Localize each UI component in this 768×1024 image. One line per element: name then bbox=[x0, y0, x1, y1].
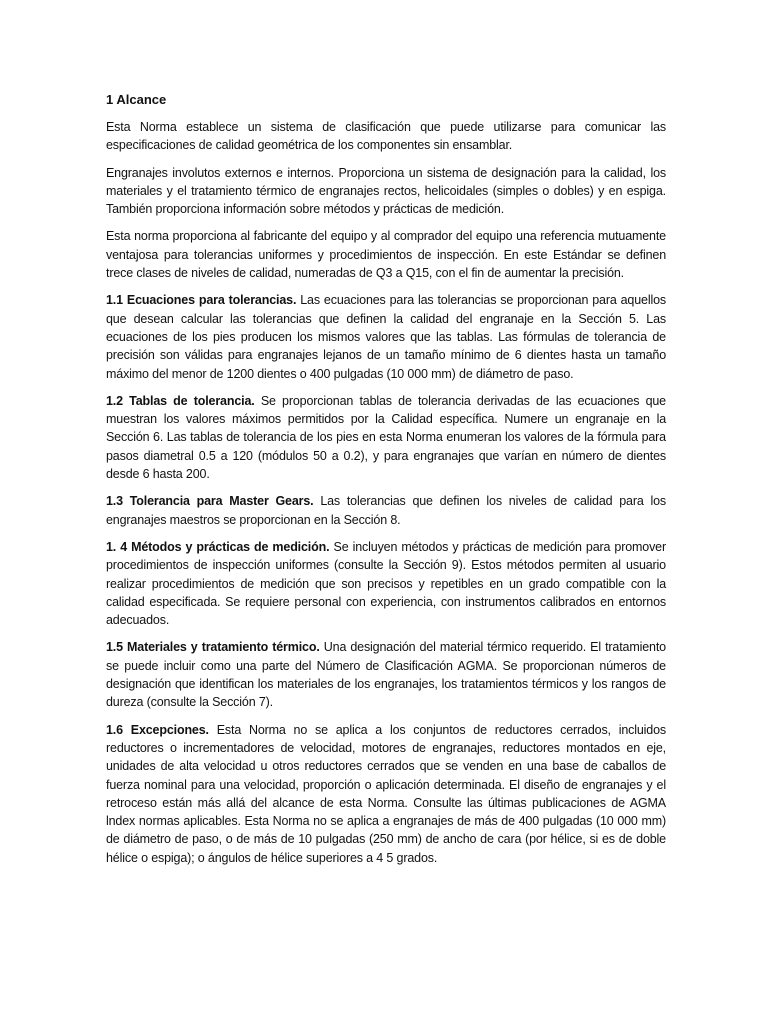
paragraph-text: Las tolerancias que definen los niveles de calidad para los engranajes maestros se proporcionan en la Sección 8. bbox=[106, 494, 666, 527]
paragraph-text: Esta norma proporciona al fabricante del equipo y al comprador del equipo una referencia mutuamente ventajosa para tolerancias uniformes y procedimientos de inspección. En este Estándar se definen trece clases de niveles de calidad, numeradas de Q3 a Q15, con el fin de aumentar la precisión. bbox=[106, 229, 666, 281]
paragraph-text: Esta Norma no se aplica a los conjuntos de reductores cerrados, incluidos reductores o incrementadores de velocidad, motores de engranajes, reductores montados en eje, unidades de alta velocidad u otros reductores cerrados que se venden en una base de caballos de fuerza nominal para una velocidad, proporción o aplicación determinada. El diseño de engranajes y el retroceso están más allá del alcance de esta Norma. Consulte las últimas publicaciones de AGMA lndex normas aplicables. Esta Norma no se aplica a engranajes de más de 400 pulgadas (10 000 mm) de diámetro de paso, o de más de 10 pulgadas (250 mm) de ancho de cara (por hélice, si es de doble hélice o espiga); o ángulos de hélice superiores a 4 5 grados. bbox=[106, 722, 666, 865]
paragraph-title: 1.2 Tablas de tolerancia. bbox=[106, 393, 255, 408]
paragraph-1-5 bbox=[106, 638, 666, 711]
paragraph-text: Las ecuaciones para las tolerancias se proporcionan para aquellos que desean calcular las tolerancias que definen la calidad del engranaje en la Sección 5. Las ecuaciones de los pies producen los mismos valores que las tablas. Las fórmulas de tolerancia de precisión son válidas para engranajes lejanos de un tamaño mínimo de 6 dientes hasta un tamaño máximo del menor de 1200 dientes o 400 pulgadas (10 000 mm) de diámetro de paso. bbox=[106, 293, 666, 381]
paragraph-quality-classes bbox=[106, 227, 666, 282]
paragraph-text: Una designación del material térmico requerido. El tratamiento se puede incluir como una parte del Número de Clasificación AGMA. Se proporcionan números de designación que identifican los materiales de los engranajes, los tratamientos térmicos y los rangos de dureza (consulte la Sección 7). bbox=[106, 640, 666, 710]
paragraph-title: 1. 4 Métodos y prácticas de medición. bbox=[106, 539, 330, 554]
paragraph-title: 1.3 Tolerancia para Master Gears. bbox=[106, 494, 314, 509]
paragraph-gears bbox=[106, 164, 666, 219]
paragraph-text: Se proporcionan tablas de tolerancia derivadas de las ecuaciones que muestran los valores máximos permitidos por la Calidad específica. Numere un engranaje en la Sección 6. Las tablas de tolerancia de los pies en esta Norma enumeran los valores de la fórmula para pasos diametral 0.5 a 120 (módulos 50 a 0.2), y para engranajes que varían en número de dientes desde 6 hasta 200. bbox=[106, 393, 666, 482]
paragraph-title: 1.5 Materiales y tratamiento térmico. bbox=[106, 640, 320, 655]
paragraph-text: Se incluyen métodos y prácticas de medición para promover procedimientos de inspección uniformes (consulte la Sección 9). Estos métodos permiten al usuario realizar procedimientos de medición que son precisos y repetibles en un grado compatible con la calidad especificada. Se requiere personal con experiencia, con instrumentos calibrados en entornos adecuados. bbox=[106, 539, 666, 628]
paragraph-1-4 bbox=[106, 538, 666, 629]
paragraph-scope bbox=[106, 118, 666, 155]
paragraph-title: 1.6 Excepciones. bbox=[106, 722, 209, 737]
section-heading: 1 Alcance bbox=[106, 92, 167, 107]
paragraph-text: Esta Norma establece un sistema de clasificación que puede utilizarse para comunicar las especificaciones de calidad geométrica de los componentes sin ensamblar. bbox=[106, 120, 666, 153]
paragraph-1-6 bbox=[106, 721, 666, 867]
paragraph-1-3 bbox=[106, 492, 666, 529]
paragraph-1-1 bbox=[106, 291, 666, 382]
paragraph-1-2 bbox=[106, 392, 666, 483]
paragraph-text: Engranajes involutos externos e internos. Proporciona un sistema de designación para la calidad, los materiales y el tratamiento térmico de engranajes rectos, helicoidales (simples o dobles) y en espiga. También proporciona información sobre métodos y prácticas de medición. bbox=[106, 165, 666, 217]
paragraph-title: 1.1 Ecuaciones para tolerancias. bbox=[106, 293, 297, 308]
